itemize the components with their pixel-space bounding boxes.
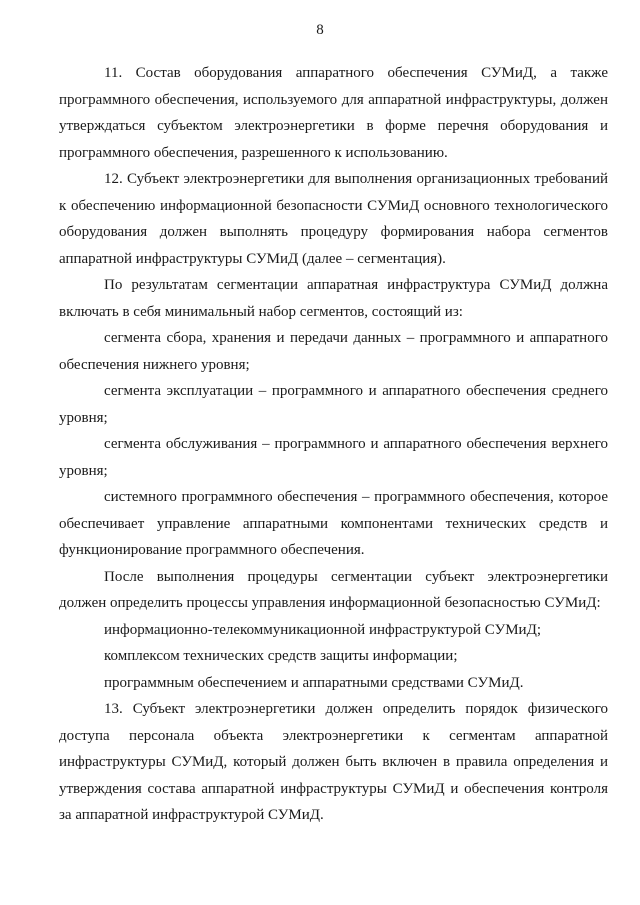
list-item-security-tools: комплексом технических средств защиты информации; [104, 648, 458, 664]
paragraph-11: 11. Состав оборудования аппаратного обеспечения СУМиД, а также программного обеспечения, используемого для аппаратной инфраструктуры, должен утверждаться субъектом электроэнергетики в форме перечня оборудования и программного обеспечения, разрешенного к использованию. [59, 65, 608, 161]
list-item-segment-collection: сегмента сбора, хранения и передачи данных – программного и аппаратного обеспечения нижнего уровня; [59, 330, 608, 373]
list-item-system-software: системного программного обеспечения – программного обеспечения, которое обеспечивает управление аппаратными компонентами технических средств и функционирование программного обеспечения. [59, 489, 608, 558]
paragraph-segmentation-result: По результатам сегментации аппаратная инфраструктура СУМиД должна включать в себя минимальный набор сегментов, состоящий из: [59, 277, 608, 320]
list-item-ict-infrastructure: информационно-телекоммуникационной инфраструктурой СУМиД; [104, 621, 541, 638]
paragraph-after-segmentation: После выполнения процедуры сегментации субъект электроэнергетики должен определить процессы управления информационной безопасностью СУМиД: [59, 568, 608, 611]
list-item-software-hardware: программным обеспечением и аппаратными средствами СУМиД. [104, 674, 524, 691]
paragraph-12: 12. Субъект электроэнергетики для выполнения организационных требований к обеспечению информационной безопасности СУМиД основного технологического оборудования должен выполнять процедуру формирования набора сегментов аппаратной инфраструктуры СУМиД (далее – сегментация). [59, 171, 608, 267]
page-number: 8 [316, 22, 324, 38]
document-body [59, 60, 608, 829]
paragraph-13: 13. Субъект электроэнергетики должен определить порядок физического доступа персонала объекта электроэнергетики к сегментам аппаратной инфраструктуры СУМиД, который должен быть включен в правила определения и утверждения состава аппаратной инфраструктуры СУМиД и обеспечения контроля за аппаратной инфраструктурой СУМиД. [59, 701, 608, 823]
list-item-segment-maintenance: сегмента обслуживания – программного и аппаратного обеспечения верхнего уровня; [59, 436, 608, 479]
list-item-segment-operation: сегмента эксплуатации – программного и аппаратного обеспечения среднего уровня; [59, 383, 608, 426]
